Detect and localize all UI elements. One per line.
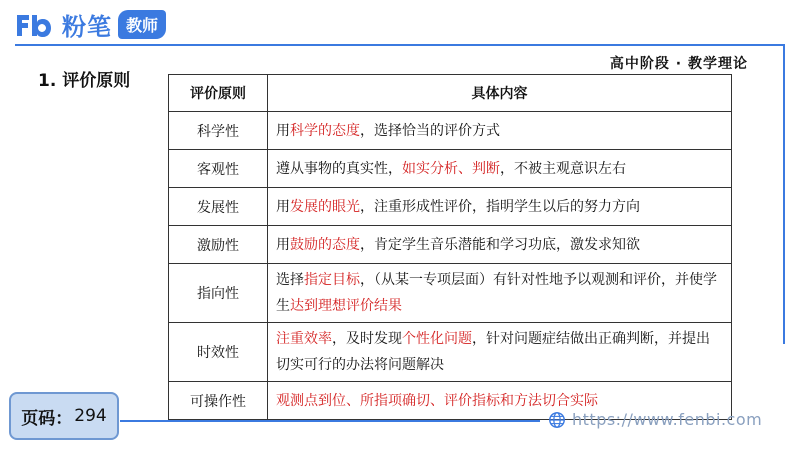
table-row: [169, 112, 732, 150]
content-text: ，不被主观意识左右: [500, 160, 626, 177]
principle-name: 科学性: [169, 112, 268, 150]
principle-name: 可操作性: [169, 382, 268, 420]
content-text: 用: [276, 122, 290, 139]
content-text: ，选择恰当的评价方式: [360, 122, 500, 139]
content-text: ，注重形成性评价，指明学生以后的努力方向: [360, 198, 640, 215]
content-text: 用: [276, 236, 290, 253]
footer-divider: [120, 420, 540, 422]
principle-name: 时效性: [169, 323, 268, 382]
header-principle: 评价原则: [169, 75, 268, 112]
table-row: [169, 150, 732, 188]
highlight-text: 达到理想评价结果: [290, 298, 402, 314]
highlight-text: 观测点到位、所指项确切、评价指标和方法切合实际: [276, 392, 598, 409]
highlight-text: 如实分析、判断: [402, 160, 500, 177]
logo-badge: 教师: [118, 10, 166, 39]
principle-content: [268, 150, 732, 188]
content-text: ，（从某一专项层面）有针对性地予以观测和评价，并使学生: [276, 272, 717, 314]
page-number: 294: [74, 406, 107, 426]
content-text: ，针对问题症结做出正确判断，并提出切实可行的办法将问题解决: [276, 331, 710, 373]
principle-name: 发展性: [169, 188, 268, 226]
content-text: ，肯定学生音乐潜能和学习功底，激发求知欲: [360, 236, 640, 253]
principles-table: [168, 74, 732, 420]
highlight-text: 发展的眼光: [290, 198, 360, 215]
table-body: [169, 112, 732, 420]
highlight-text: 注重效率: [276, 331, 332, 347]
content-text: 用: [276, 198, 290, 215]
table-row: [169, 226, 732, 264]
principle-content: [268, 226, 732, 264]
highlight-text: 科学的态度: [290, 122, 360, 139]
right-divider: [783, 44, 785, 344]
principle-content: [268, 323, 732, 382]
header-divider: [15, 44, 785, 46]
table-header-row: [169, 75, 732, 112]
section-title: 1. 评价原则: [38, 71, 131, 91]
table-row: [169, 264, 732, 323]
logo-text: 粉笔: [62, 12, 112, 41]
principle-content: [268, 264, 732, 323]
content-text: 遵从事物的真实性，: [276, 160, 402, 177]
highlight-text: 鼓励的态度: [290, 236, 360, 253]
principle-name: 客观性: [169, 150, 268, 188]
content-text: 选择: [276, 272, 304, 288]
page-label: 页码：: [21, 408, 73, 429]
url-text: https://www.fenbi.com: [572, 410, 763, 429]
principle-content: [268, 112, 732, 150]
globe-icon: [548, 411, 566, 429]
page-number-box: [9, 392, 119, 440]
stage-label: 高中阶段 · 教学理论: [609, 56, 748, 72]
table-row: [169, 188, 732, 226]
highlight-text: 指定目标: [304, 272, 360, 288]
fb-logo-icon: [14, 9, 58, 39]
fenbi-logo: [14, 8, 166, 40]
website-url: [548, 410, 762, 429]
header-content: 具体内容: [268, 75, 732, 112]
principle-name: 激励性: [169, 226, 268, 264]
highlight-text: 个性化问题: [402, 331, 472, 347]
principle-content: [268, 188, 732, 226]
table-row: [169, 323, 732, 382]
content-text: ，及时发现: [332, 331, 402, 347]
principle-name: 指向性: [169, 264, 268, 323]
